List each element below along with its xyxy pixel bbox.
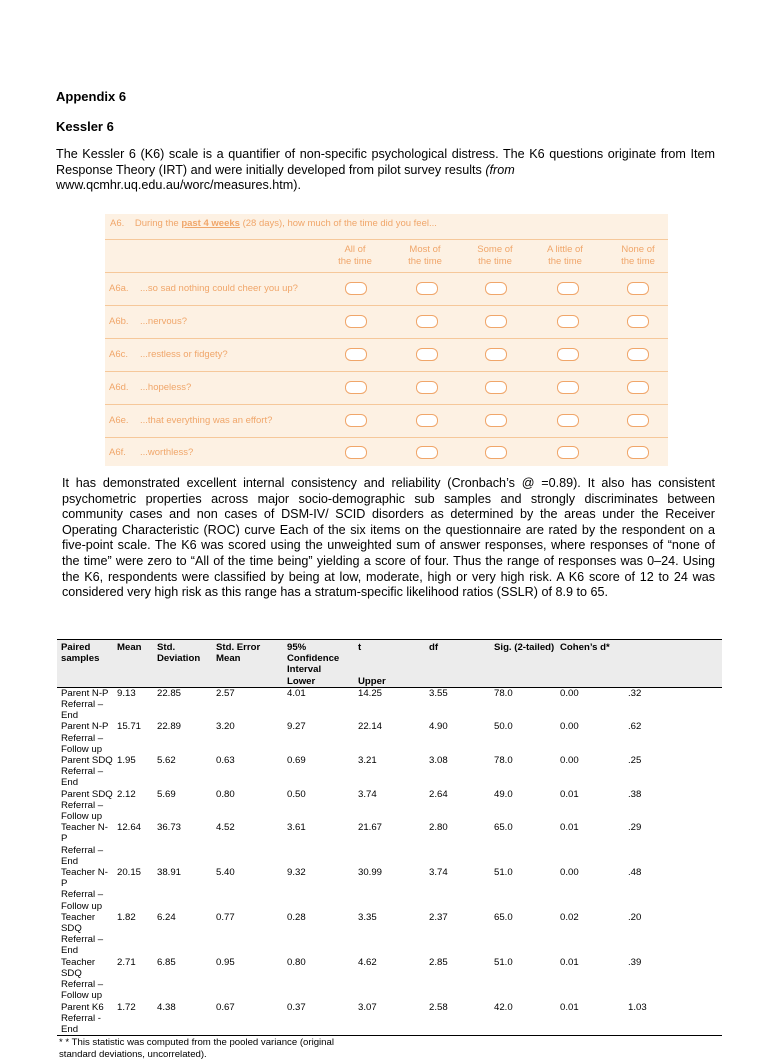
table-cell: .48	[628, 867, 642, 879]
table-row	[57, 789, 722, 823]
paired-samples-table	[57, 639, 722, 1061]
table-cell: 49.0	[494, 788, 513, 800]
table-cell: 78.0	[494, 687, 513, 699]
radio-a-little-of-the-time[interactable]	[557, 282, 579, 295]
k6-item-text: ...nervous?	[140, 316, 187, 327]
radio-some-of-the-time[interactable]	[485, 414, 507, 427]
table-cell: 3.35	[358, 911, 377, 923]
k6-divider	[105, 305, 668, 306]
table-cell: 5.69	[157, 788, 176, 800]
table-cell: 6.85	[157, 956, 176, 968]
k6-item-row	[105, 342, 668, 370]
table-cell: 14.25	[358, 687, 383, 699]
table-cell: .20	[628, 911, 642, 923]
k6-item-code: A6b.	[109, 316, 129, 327]
header-std-error-mean: Std. Error Mean	[212, 640, 283, 676]
header-std-deviation: Std. Deviation	[153, 640, 212, 676]
row-label: Teacher N-P Referral – Follow up	[61, 867, 108, 912]
table-cell: 4.52	[216, 822, 235, 834]
k6-item-code: A6f.	[109, 447, 126, 458]
header-sig: Sig. (2-tailed)	[490, 640, 556, 676]
table-cell: 22.14	[358, 721, 383, 733]
header-cohens-d: Cohen’s d*	[556, 640, 624, 676]
radio-most-of-the-time[interactable]	[416, 282, 438, 295]
k6-divider	[105, 239, 668, 240]
header-paired-samples: Paired samples	[57, 640, 113, 676]
table-cell: 0.00	[560, 755, 579, 767]
table-cell: 65.0	[494, 822, 513, 834]
radio-none-of-the-time[interactable]	[627, 348, 649, 361]
appendix-title: Appendix 6	[56, 89, 127, 104]
k6-item-text: ...hopeless?	[140, 382, 192, 393]
table-cell: 22.85	[157, 687, 182, 699]
table-cell: 1.95	[117, 755, 136, 767]
k6-divider	[105, 437, 668, 438]
k6-col-all: All of the time	[338, 244, 372, 267]
table-header-row	[57, 640, 722, 676]
k6-divider	[105, 338, 668, 339]
table-cell: 3.21	[358, 755, 377, 767]
table-cell: 30.99	[358, 867, 383, 879]
table-cell: 4.62	[358, 956, 377, 968]
table-cell: 0.01	[560, 788, 579, 800]
radio-all-of-the-time[interactable]	[345, 282, 367, 295]
k6-question-period: past 4 weeks	[181, 218, 240, 229]
table-row	[57, 755, 722, 789]
row-label: Parent K6 Referral - End	[57, 1002, 113, 1036]
k6-question-prefix: During the	[134, 218, 182, 229]
radio-most-of-the-time[interactable]	[416, 446, 438, 459]
k6-question-title	[110, 218, 437, 229]
table-cell: 2.37	[429, 911, 448, 923]
radio-all-of-the-time[interactable]	[345, 348, 367, 361]
table-cell: 0.80	[216, 788, 235, 800]
table-cell: .62	[628, 721, 642, 733]
table-row	[57, 912, 722, 957]
radio-most-of-the-time[interactable]	[416, 315, 438, 328]
table-cell: 9.32	[287, 867, 306, 879]
table-row	[57, 1002, 722, 1036]
radio-some-of-the-time[interactable]	[485, 446, 507, 459]
table-cell: 3.07	[354, 1002, 425, 1036]
radio-none-of-the-time[interactable]	[627, 414, 649, 427]
table-cell: 4.38	[153, 1002, 212, 1036]
radio-most-of-the-time[interactable]	[416, 414, 438, 427]
radio-none-of-the-time[interactable]	[627, 381, 649, 394]
k6-item-row	[105, 408, 668, 436]
k6-item-text: ...that everything was an effort?	[140, 415, 273, 426]
table-row	[57, 957, 722, 1002]
header-confidence-interval: 95% Confidence Interval	[283, 640, 354, 676]
radio-none-of-the-time[interactable]	[627, 446, 649, 459]
table-cell: 0.95	[216, 956, 235, 968]
table-cell: 3.20	[216, 721, 235, 733]
table-row	[57, 822, 722, 867]
k6-col-little: A little of the time	[547, 244, 583, 267]
table-cell: 0.50	[287, 788, 306, 800]
table-cell: 65.0	[494, 911, 513, 923]
table-cell: 4.90	[429, 721, 448, 733]
k6-item-code: A6d.	[109, 382, 129, 393]
table-cell: 0.77	[216, 911, 235, 923]
table-cell: 3.55	[429, 687, 448, 699]
k6-item-row	[105, 375, 668, 403]
table-cell: 51.0	[494, 867, 513, 879]
table-cell: 6.24	[157, 911, 176, 923]
radio-a-little-of-the-time[interactable]	[557, 414, 579, 427]
intro-source-url: www.qcmhr.uq.edu.au/worc/measures.htm).	[56, 178, 301, 193]
intro-text: The Kessler 6 (K6) scale is a quantifier of non-specific psychological distress. The K6 questions originate from Item Response Theory (IRT) and were initially developed from pilot survey results	[56, 147, 715, 177]
table-cell: 0.37	[283, 1002, 354, 1036]
k6-question-code: A6.	[110, 218, 125, 229]
row-label: Parent N-P Referral – Follow up	[61, 721, 109, 755]
table-cell: 0.80	[287, 956, 306, 968]
table-cell: .39	[628, 956, 642, 968]
radio-a-little-of-the-time[interactable]	[557, 381, 579, 394]
k6-col-none: None of the time	[621, 244, 655, 267]
radio-some-of-the-time[interactable]	[485, 282, 507, 295]
table-cell: .32	[628, 687, 642, 699]
radio-most-of-the-time[interactable]	[416, 348, 438, 361]
radio-most-of-the-time[interactable]	[416, 381, 438, 394]
table-cell: 78.0	[494, 755, 513, 767]
table-cell: 2.58	[425, 1002, 490, 1036]
radio-all-of-the-time[interactable]	[345, 381, 367, 394]
header-df: df	[425, 640, 490, 676]
table-cell: 0.00	[560, 687, 579, 699]
table-cell: 2.57	[216, 687, 235, 699]
table-cell: 3.61	[287, 822, 306, 834]
table-cell: 21.67	[358, 822, 383, 834]
k6-col-some: Some of the time	[477, 244, 513, 267]
table-cell: 4.01	[287, 687, 306, 699]
table-cell: 22.89	[157, 721, 182, 733]
table-cell: 0.28	[287, 911, 306, 923]
k6-item-row	[105, 309, 668, 337]
row-label: Parent SDQ Referral – End	[61, 755, 113, 789]
table-cell: 38.91	[157, 867, 182, 879]
table-cell: 12.64	[117, 822, 142, 834]
k6-col-most: Most of the time	[408, 244, 442, 267]
table-cell: 42.0	[490, 1002, 556, 1036]
table-cell: 0.63	[216, 755, 235, 767]
table-cell: .29	[628, 822, 642, 834]
table-cell: 9.27	[287, 721, 306, 733]
table-cell: 2.85	[429, 956, 448, 968]
table-cell: 2.71	[117, 956, 136, 968]
k6-question-suffix: (28 days), how much of the time did you feel...	[239, 218, 437, 229]
radio-all-of-the-time[interactable]	[345, 414, 367, 427]
k6-item-row	[105, 440, 668, 468]
table-cell: 5.40	[216, 867, 235, 879]
description-paragraph: It has demonstrated excellent internal consistency and reliability (Cronbach’s @ =0.89). It also has consistent psychometric properties across major socio-demographic sub samples and strongly discriminates between community cases and non cases of DSM-IV/ SCID disorders as determined by the areas under the Receiver Operating Characteristic (ROC) curve Each of the six items on the questionnaire are rated by the respondent on a five-point scale. The K6 was scored using the unweighted sum of answer responses, where responses of “none of the time” were zero to “All of the time being” yielding a score of four. Thus the range of responses was 0–24. Using the K6, respondents were classified by being at low, moderate, high or very high risk. A K6 score of 12 to 24 was considered very high risk as this range has a stratum-specific likelihood ratios (SSLR) of 8.9 to 65.	[62, 476, 715, 600]
table-cell: 1.72	[113, 1002, 153, 1036]
k6-item-text: ...restless or fidgety?	[140, 349, 228, 360]
row-label: Teacher SDQ Referral – End	[61, 911, 104, 957]
table-cell: 3.74	[429, 867, 448, 879]
table-cell: 51.0	[494, 956, 513, 968]
k6-item-code: A6c.	[109, 349, 129, 360]
radio-none-of-the-time[interactable]	[627, 282, 649, 295]
radio-all-of-the-time[interactable]	[345, 315, 367, 328]
table-cell: 2.64	[429, 788, 448, 800]
radio-none-of-the-time[interactable]	[627, 315, 649, 328]
table-cell: 1.03	[624, 1002, 722, 1036]
table-cell: 0.00	[560, 867, 579, 879]
k6-item-row	[105, 276, 668, 304]
table-cell: 2.12	[117, 788, 136, 800]
table-row	[57, 721, 722, 755]
table-cell: 0.69	[287, 755, 306, 767]
table-cell: .38	[628, 788, 642, 800]
radio-a-little-of-the-time[interactable]	[557, 315, 579, 328]
table-cell: 0.01	[560, 822, 579, 834]
table-cell: 3.74	[358, 788, 377, 800]
radio-some-of-the-time[interactable]	[485, 348, 507, 361]
table-cell: 50.0	[494, 721, 513, 733]
radio-a-little-of-the-time[interactable]	[557, 446, 579, 459]
table-footnote: * * This statistic was computed from the pooled variance (original standard deviations, uncorrelated).	[59, 1037, 334, 1061]
header-t: t	[354, 640, 425, 676]
k6-divider	[105, 371, 668, 372]
radio-a-little-of-the-time[interactable]	[557, 348, 579, 361]
table-cell: 2.80	[429, 822, 448, 834]
table-cell: 0.00	[560, 721, 579, 733]
table-cell: 0.01	[556, 1002, 624, 1036]
radio-some-of-the-time[interactable]	[485, 381, 507, 394]
table-cell: 3.08	[429, 755, 448, 767]
radio-some-of-the-time[interactable]	[485, 315, 507, 328]
table-cell: .25	[628, 755, 642, 767]
table-cell: 36.73	[157, 822, 182, 834]
intro-source-italic: (from	[485, 162, 515, 177]
row-label: Parent N-P Referral – End	[61, 687, 109, 722]
radio-all-of-the-time[interactable]	[345, 446, 367, 459]
row-label: Teacher N-P Referral – End	[61, 822, 108, 867]
table-cell: 0.02	[560, 911, 579, 923]
table-cell: 20.15	[117, 867, 142, 879]
table-cell: 1.82	[117, 911, 136, 923]
k6-divider	[105, 272, 668, 273]
k6-item-text: ...worthless?	[140, 447, 194, 458]
k6-item-code: A6e.	[109, 415, 129, 426]
k6-item-text: ...so sad nothing could cheer you up?	[140, 283, 298, 294]
table-row	[57, 687, 722, 721]
table-row	[57, 867, 722, 912]
header-blank	[624, 640, 722, 676]
table-cell: 9.13	[117, 687, 136, 699]
row-label: Parent SDQ Referral – Follow up	[61, 788, 113, 823]
header-mean: Mean	[113, 640, 153, 676]
intro-paragraph	[56, 147, 715, 194]
table-subheader-row	[57, 676, 722, 688]
row-label: Teacher SDQ Referral – Follow up	[61, 956, 104, 1002]
k6-item-code: A6a.	[109, 283, 129, 294]
table-cell: 15.71	[117, 721, 142, 733]
header-lower: Lower	[283, 676, 354, 688]
k6-questionnaire	[105, 214, 668, 466]
table-cell: 0.67	[212, 1002, 283, 1036]
header-upper: Upper	[354, 676, 425, 688]
table-cell: 5.62	[157, 755, 176, 767]
table-cell: 0.01	[560, 956, 579, 968]
k6-divider	[105, 404, 668, 405]
section-title: Kessler 6	[56, 119, 114, 134]
